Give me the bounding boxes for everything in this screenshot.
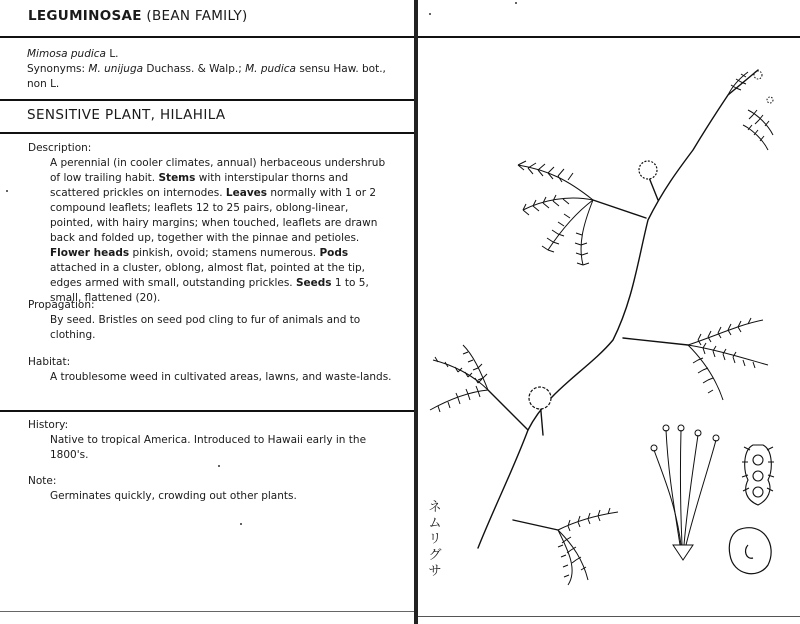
leaf-right xyxy=(688,318,768,400)
description-text-1: A perennial (in cooler climates, annual) herbaceous undershrub of low trailing habit. xyxy=(50,157,386,184)
leaf-left xyxy=(430,345,488,412)
family-name: LEGUMINOSAE xyxy=(28,8,142,24)
description-text-3: normally with 1 or 2 compound leaflets; leaflets 12 to 25 pairs, oblong-linear, pointed, with hairy margins; when touched, leaflets are drawn back and folded up, together with the pinnae and petioles. xyxy=(50,187,378,244)
flower-head-mid xyxy=(529,387,551,409)
main-stem xyxy=(478,70,758,548)
note-section xyxy=(28,474,393,504)
scientific-name: Mimosa pudica xyxy=(27,48,106,60)
scientific-name-line xyxy=(27,47,397,62)
synonyms-line xyxy=(27,62,397,92)
description-text-4: pinkish, ovoid; stamens numerous. xyxy=(132,247,317,259)
keyword-seeds: Seeds xyxy=(295,277,332,289)
stamen-detail xyxy=(651,425,719,560)
pod-cluster xyxy=(742,445,774,505)
top-rule xyxy=(0,36,415,38)
habitat-heading: Habitat: xyxy=(28,356,71,368)
keyword-leaves: Leaves xyxy=(225,187,268,199)
description-text xyxy=(28,156,393,306)
note-heading: Note: xyxy=(28,475,57,487)
branch-left xyxy=(488,390,528,430)
leaf-top-tip xyxy=(728,71,773,150)
synonym-1: M. unijuga xyxy=(88,63,144,75)
history-rule xyxy=(0,410,415,412)
description-text-5: attached in a cluster, oblong, almost flat, pointed at the tip, edges armed with small, outstanding prickles. xyxy=(50,262,365,289)
keyword-stems: Stems xyxy=(158,172,196,184)
speck xyxy=(6,190,8,192)
mimosa-illustration xyxy=(418,0,800,624)
history-section xyxy=(28,418,393,463)
description-text-6: 1 to 5, small, flattened (20). xyxy=(50,277,369,304)
habitat-text: A troublesome weed in cultivated areas, lawns, and waste-lands. xyxy=(50,371,392,383)
keyword-flower-heads: Flower heads xyxy=(50,247,130,259)
keyword-pods: Pods xyxy=(319,247,349,259)
bottom-rule xyxy=(0,611,415,612)
leaf-bottom xyxy=(558,508,618,585)
propagation-section xyxy=(28,298,393,343)
synonyms-label: Synonyms: xyxy=(27,63,86,75)
japanese-char: サ xyxy=(428,564,442,579)
synonym-2: M. pudica xyxy=(245,63,296,75)
name-top-rule xyxy=(0,99,415,101)
synonym-2-author: sensu Haw. bot., non L. xyxy=(27,63,386,90)
japanese-char: リ xyxy=(428,532,442,547)
branch-bottom xyxy=(513,520,558,530)
japanese-char: ム xyxy=(428,516,442,531)
branch-right xyxy=(623,338,688,345)
habitat-section xyxy=(28,355,393,385)
family-heading xyxy=(28,8,248,24)
japanese-name xyxy=(425,500,445,580)
description-heading: Description: xyxy=(28,142,92,154)
flower-head-top xyxy=(639,161,657,179)
history-text: Native to tropical America. Introduced to Hawaii early in the 1800's. xyxy=(50,434,367,461)
name-bottom-rule xyxy=(0,132,415,134)
branch-upper xyxy=(593,200,646,218)
note-text: Germinates quickly, crowding out other plants. xyxy=(50,490,297,502)
scientific-name-block xyxy=(27,47,397,92)
family-common-name: (BEAN FAMILY) xyxy=(146,8,248,24)
seed-detail xyxy=(729,528,771,574)
propagation-heading: Propagation: xyxy=(28,299,95,311)
leaf-upper-left xyxy=(518,161,593,265)
speck xyxy=(218,465,220,467)
synonym-1-author: Duchass. & Walp.; xyxy=(146,63,242,75)
description-section xyxy=(28,141,393,306)
japanese-char: ネ xyxy=(428,500,442,515)
history-heading: History: xyxy=(28,419,69,431)
common-name: SENSITIVE PLANT, HILAHILA xyxy=(27,107,226,123)
description-text-2: with interstipular thorns and scattered prickles on internodes. xyxy=(50,172,349,199)
japanese-char: グ xyxy=(428,548,442,563)
speck xyxy=(240,523,242,525)
propagation-text: By seed. Bristles on seed pod cling to fur of animals and to clothing. xyxy=(50,314,361,341)
scientific-author: L. xyxy=(109,48,119,60)
